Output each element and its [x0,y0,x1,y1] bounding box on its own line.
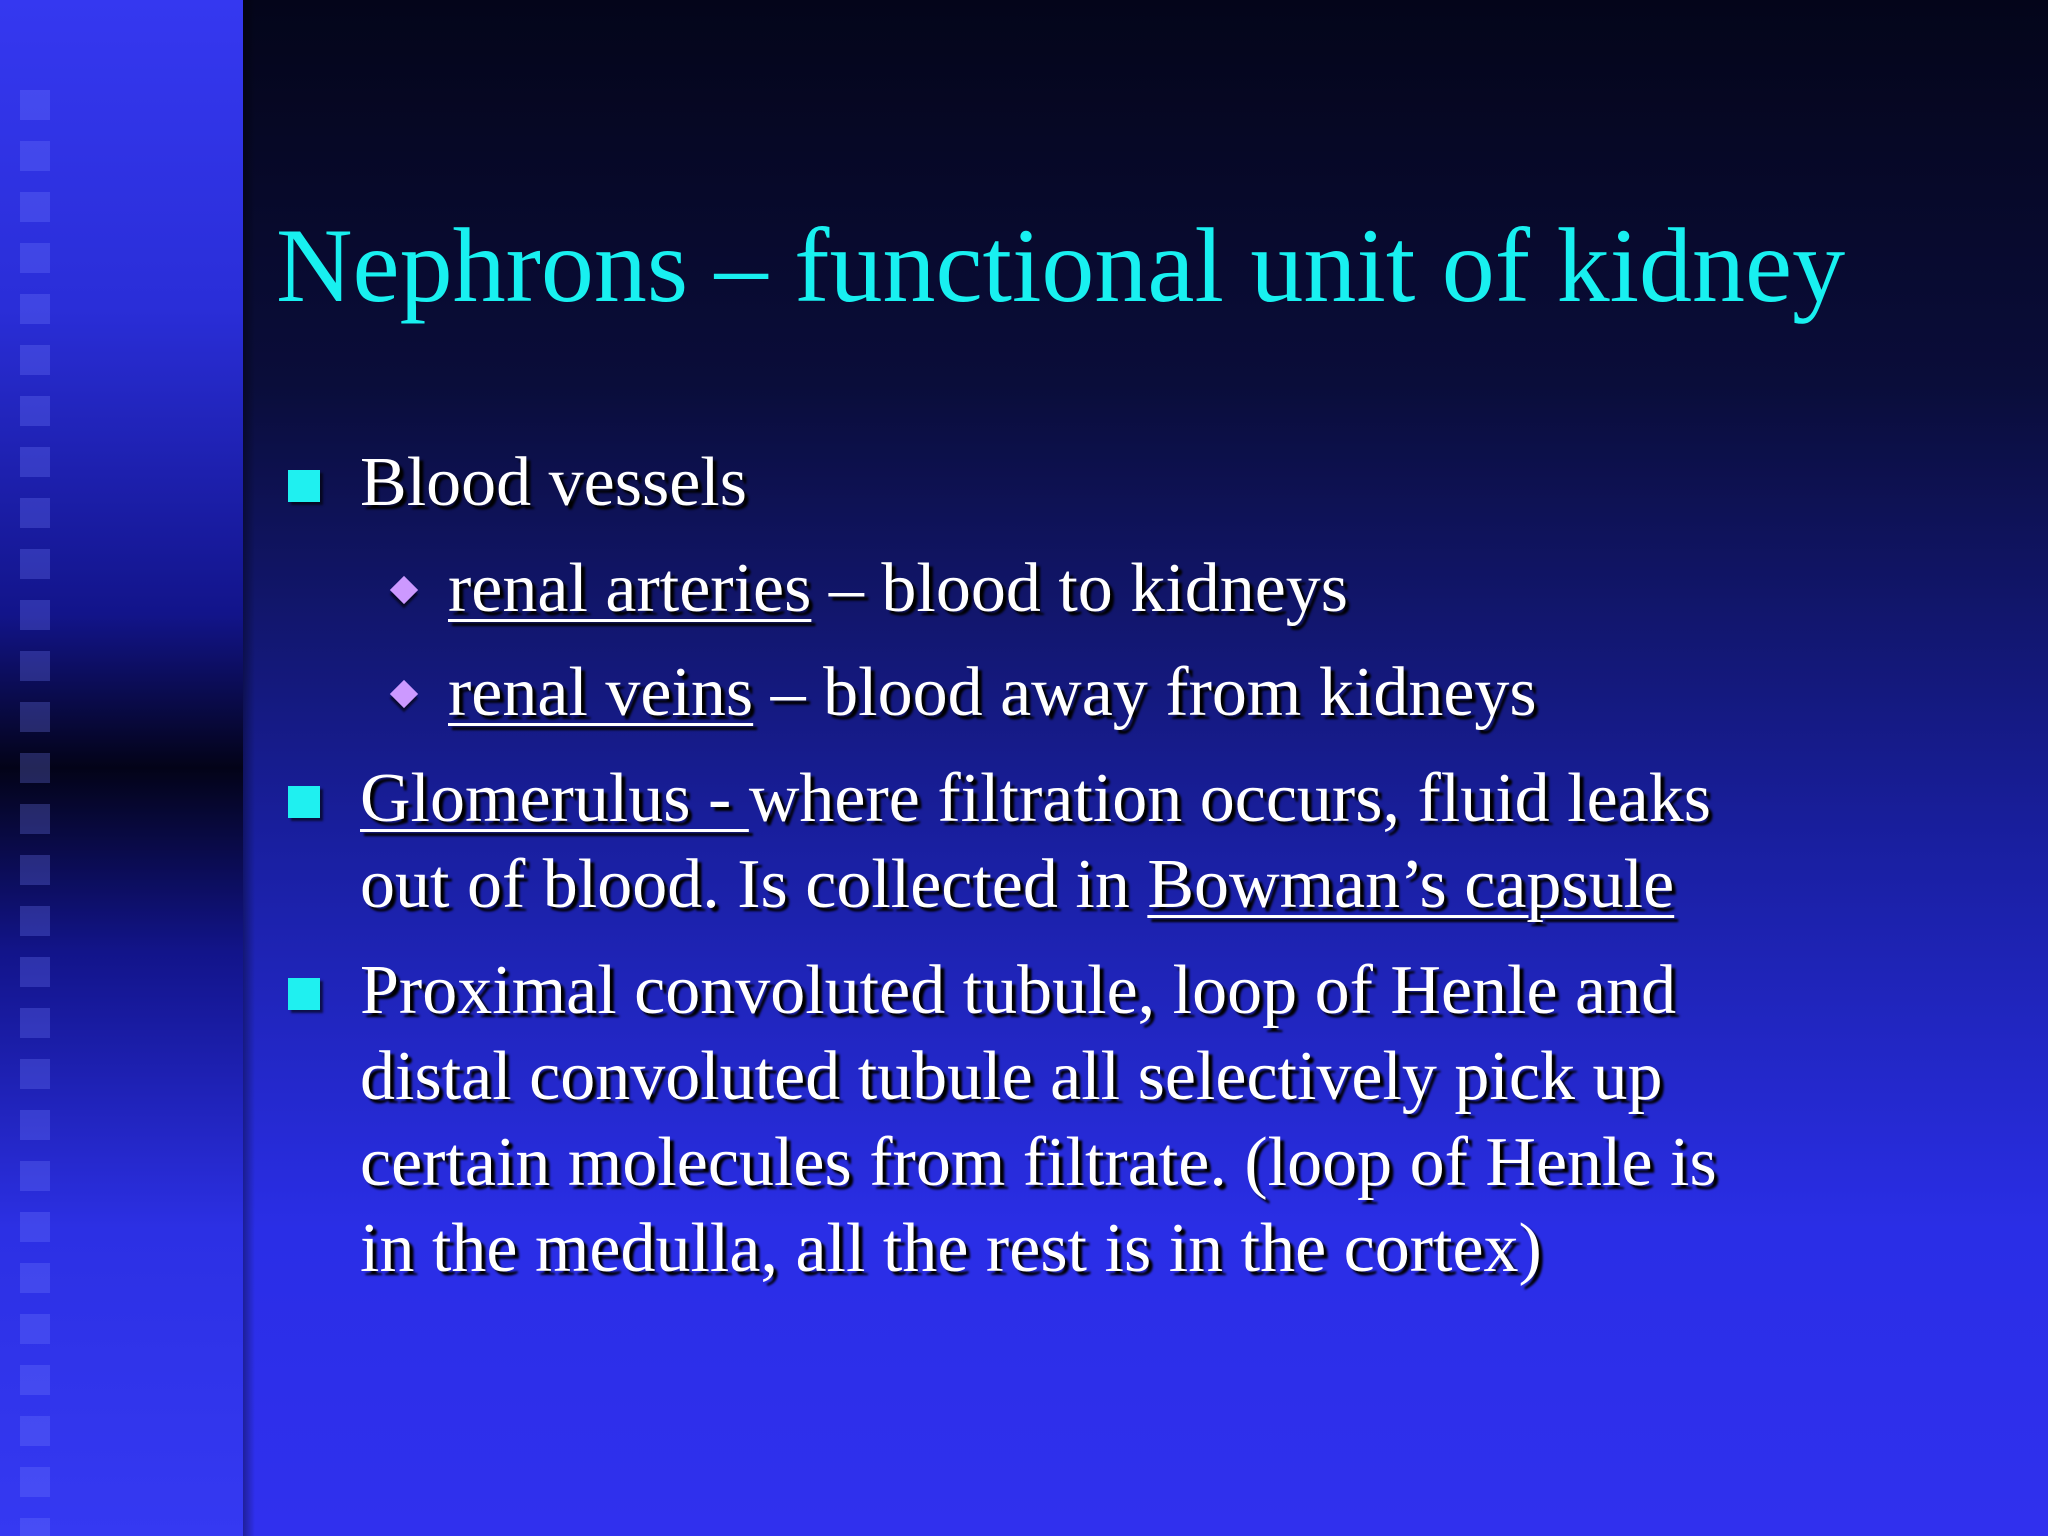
sidebar-square [20,957,50,987]
sidebar-square [20,141,50,171]
sidebar-square [20,702,50,732]
sub-bullet-text: – blood to kidneys [811,550,1349,627]
sidebar-square [20,1467,50,1497]
sidebar-square [20,447,50,477]
sidebar-square [20,498,50,528]
term-bowmans-capsule: Bowman’s capsule [1147,846,1675,923]
sidebar-square [20,651,50,681]
sidebar-square [20,396,50,426]
sidebar-square [20,1365,50,1395]
sidebar-square [20,192,50,222]
sidebar-square [20,804,50,834]
sidebar-square [20,1161,50,1191]
sidebar-square [20,90,50,120]
bullet-tubules-line-4: in the medulla, all the rest is in the cortex) [360,1210,1542,1287]
slide-title: Nephrons – functional unit of kidney [276,207,1846,324]
bullet-tubules-line-1: Proximal convoluted tubule, loop of Henle and [360,952,1677,1029]
square-bullet-icon [288,470,320,502]
diamond-bullet-icon [390,576,418,604]
sidebar-shadow [243,0,255,1536]
decorative-sidebar [0,0,243,1536]
sub-bullet-renal-arteries [448,546,1348,632]
bullet-text: out of blood. Is collected in [360,846,1148,923]
square-bullet-icon [288,786,320,818]
sidebar-square [20,855,50,885]
sidebar-square [20,1212,50,1242]
sidebar-square [20,1110,50,1140]
sidebar-square [20,243,50,273]
sidebar-square [20,1059,50,1089]
sidebar-square [20,753,50,783]
sidebar-square-pattern [20,0,52,1536]
sidebar-square [20,1008,50,1038]
square-bullet-icon [288,978,320,1010]
term-renal-arteries: renal arteries [448,550,812,627]
sidebar-square [20,1416,50,1446]
sub-bullet-renal-veins [448,650,1537,736]
sub-bullet-text: – blood away from kidneys [753,654,1537,731]
sidebar-square [20,600,50,630]
sidebar-square [20,1263,50,1293]
bullet-glomerulus-line-2 [360,842,1674,928]
bullet-glomerulus-line-1 [360,756,1711,842]
diamond-bullet-icon [390,680,418,708]
bullet-blood-vessels: Blood vessels [360,444,747,521]
sidebar-square [20,294,50,324]
term-renal-veins: renal veins [448,654,754,731]
sidebar-square [20,1518,50,1536]
sidebar-square [20,1314,50,1344]
sidebar-square [20,906,50,936]
bullet-text: where filtration occurs, fluid leaks [748,760,1711,837]
sidebar-square [20,345,50,375]
sidebar-square [20,549,50,579]
bullet-tubules-line-3: certain molecules from filtrate. (loop of Henle is [360,1124,1717,1201]
bullet-tubules-line-2: distal convoluted tubule all selectively pick up [360,1038,1663,1115]
term-glomerulus: Glomerulus - [360,760,749,837]
